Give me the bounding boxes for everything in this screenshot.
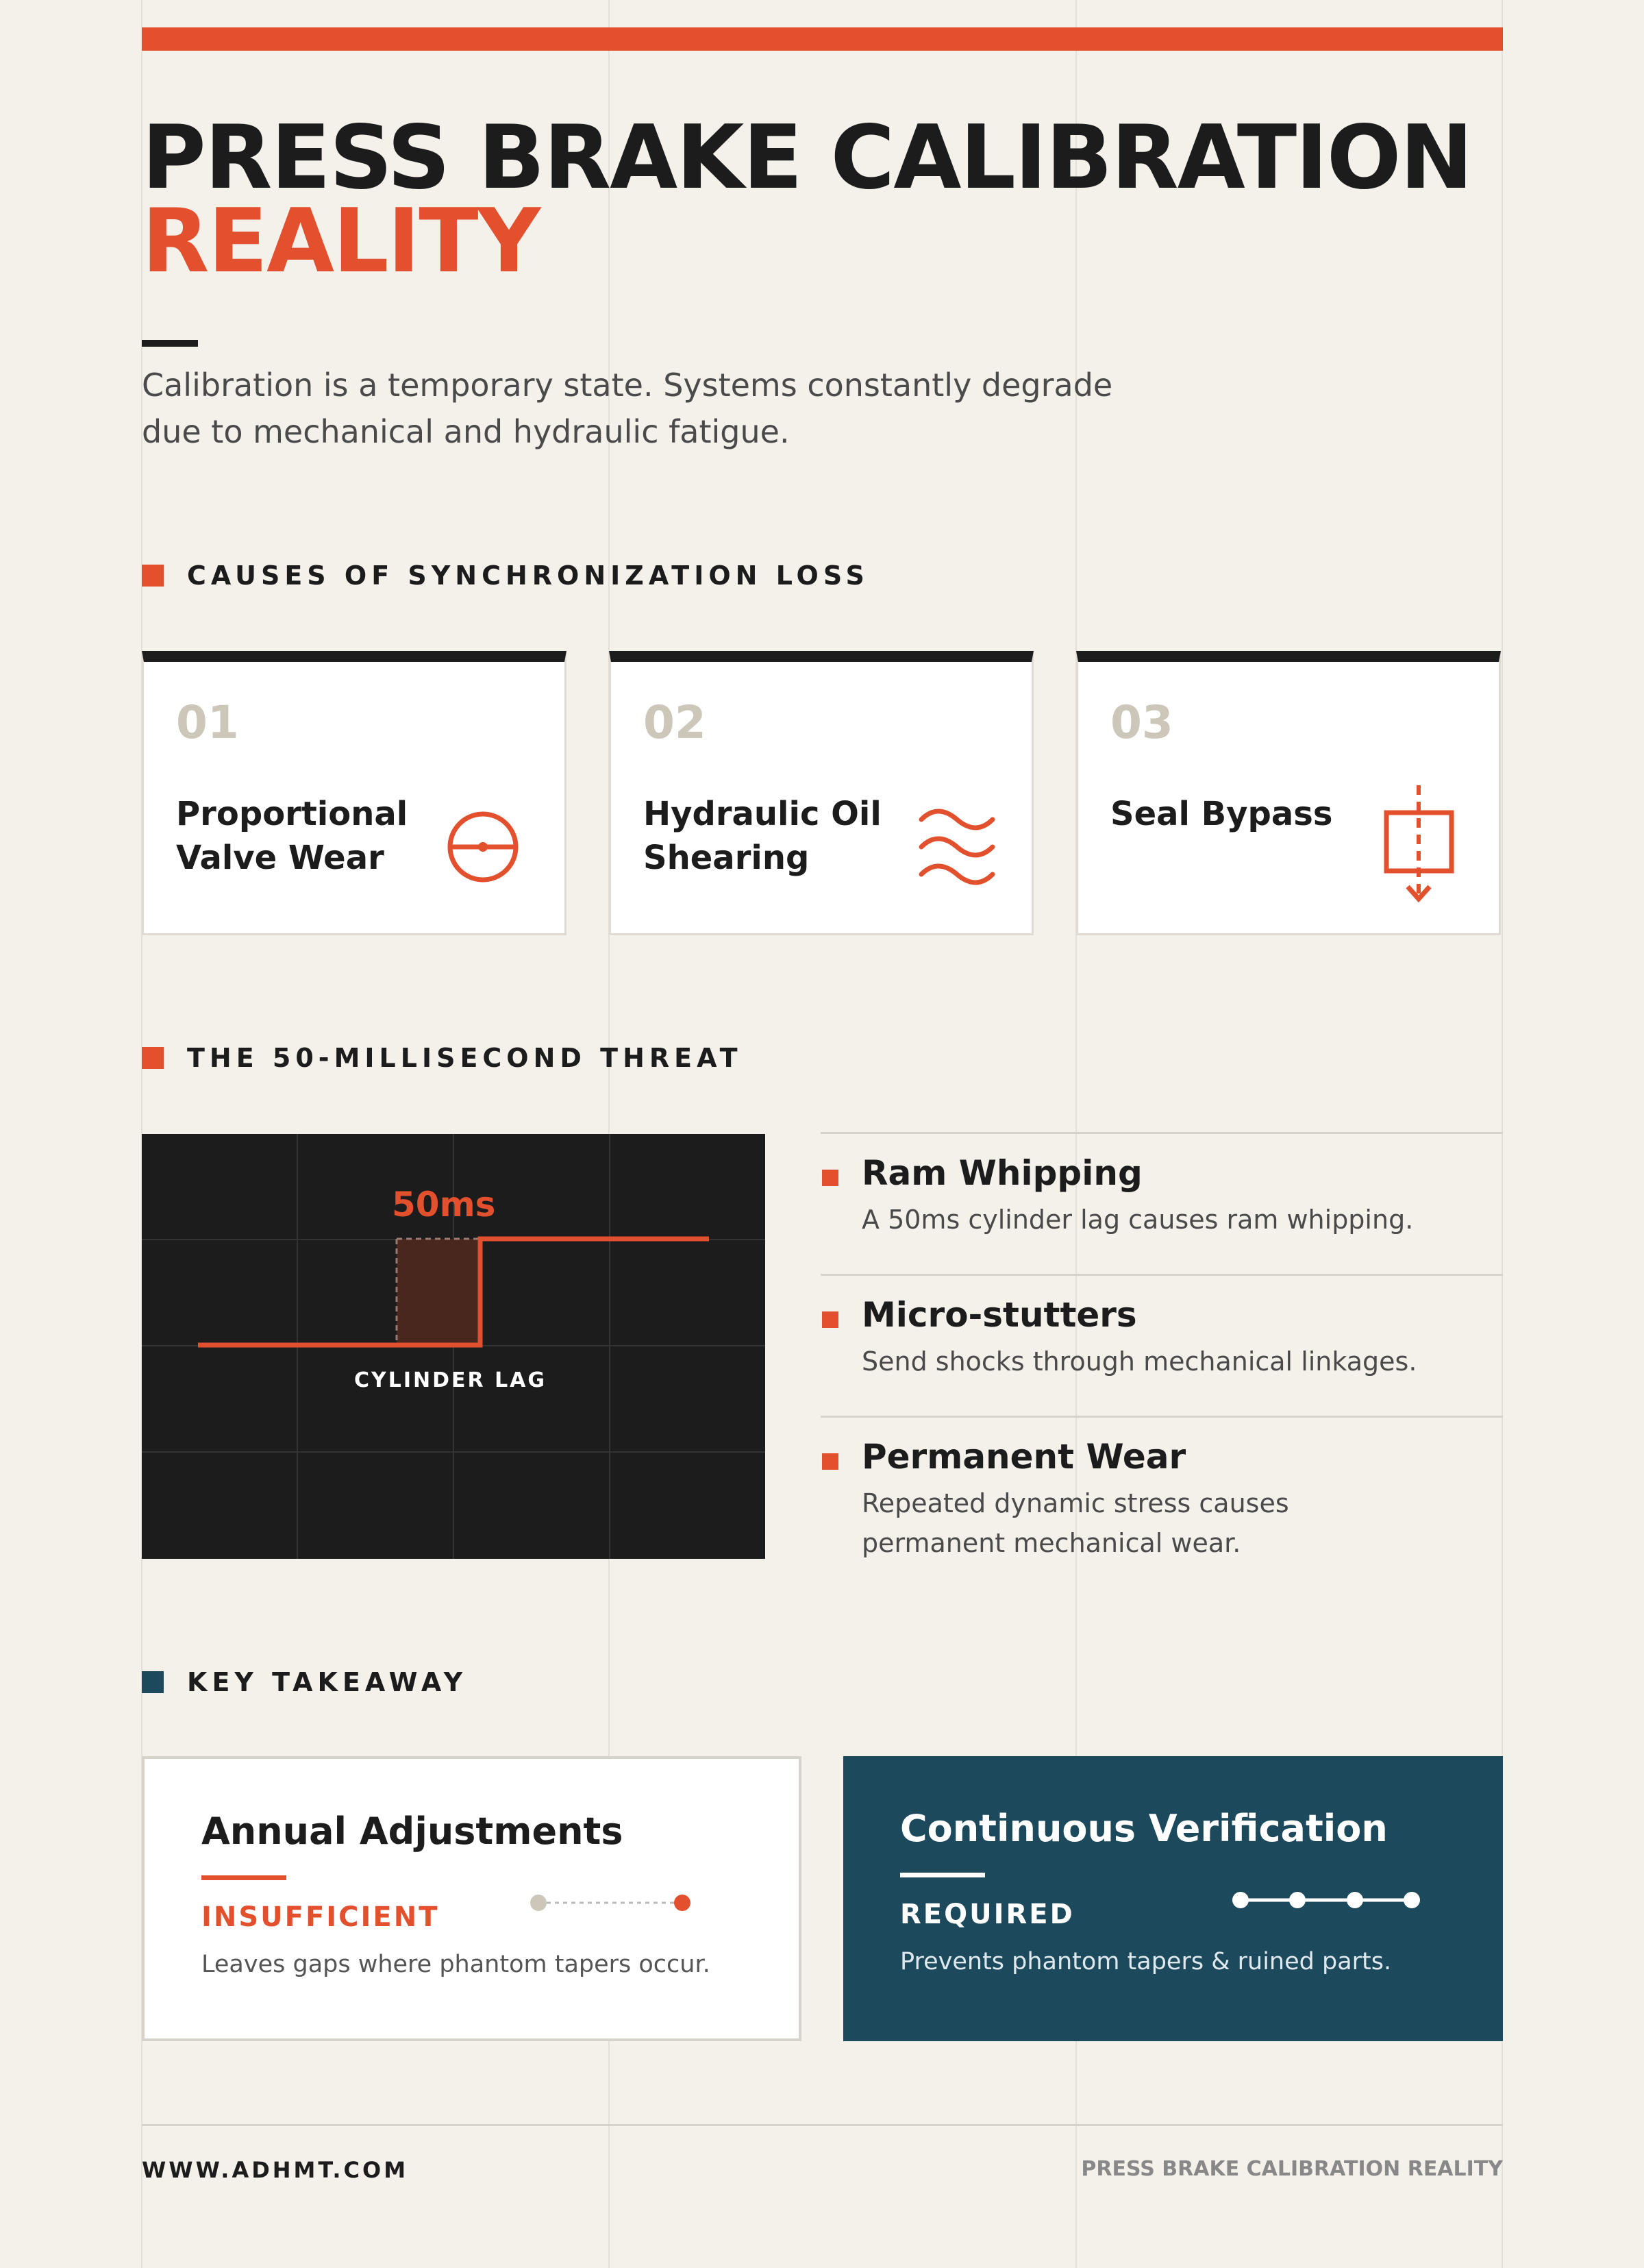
title-line-1: PRESS BRAKE CALIBRATION bbox=[142, 107, 1472, 209]
cause-card-1 bbox=[142, 651, 566, 935]
threat-item bbox=[821, 1132, 1503, 1274]
threat-desc: A 50ms cylinder lag causes ram whipping. bbox=[862, 1205, 1414, 1235]
section-heading-threat bbox=[142, 1043, 743, 1073]
takeaway-card-continuous bbox=[843, 1756, 1503, 2041]
delay-label: 50ms bbox=[392, 1185, 496, 1224]
page-title bbox=[142, 107, 1472, 293]
cause-name: Seal Bypass bbox=[1110, 795, 1333, 833]
threat-title: Ram Whipping bbox=[862, 1153, 1143, 1193]
footer-title: PRESS BRAKE CALIBRATION REALITY bbox=[1081, 2157, 1503, 2181]
takeaway-title: Annual Adjustments bbox=[201, 1810, 623, 1853]
diagram-caption: CYLINDER LAG bbox=[354, 1368, 547, 1392]
sparse-checks-icon bbox=[525, 1889, 696, 1916]
title-line-2: REALITY bbox=[142, 190, 540, 293]
takeaway-status: REQUIRED bbox=[900, 1899, 1075, 1930]
intro-text: Calibration is a temporary state. Systems constantly degrade due to mechanical and hydraulic fatigue. bbox=[142, 367, 1113, 450]
threat-bullet bbox=[822, 1453, 838, 1470]
cause-name: Hydraulic Oil Shearing bbox=[643, 795, 882, 877]
threat-bullet bbox=[822, 1311, 838, 1328]
section-marker bbox=[142, 565, 164, 587]
threat-title: Micro-stutters bbox=[862, 1295, 1137, 1335]
takeaway-desc: Leaves gaps where phantom tapers occur. bbox=[201, 1951, 710, 1978]
threat-desc: Repeated dynamic stress causes permanent mechanical wear. bbox=[862, 1488, 1289, 1558]
valve-icon bbox=[442, 806, 524, 888]
threat-desc: Send shocks through mechanical linkages. bbox=[862, 1346, 1417, 1377]
takeaway-underline bbox=[201, 1875, 286, 1880]
section-heading-text: CAUSES OF SYNCHRONIZATION LOSS bbox=[187, 560, 869, 591]
footer-website-link[interactable]: WWW.ADHMT.COM bbox=[142, 2157, 409, 2183]
cause-number: 03 bbox=[1110, 696, 1173, 749]
title-divider bbox=[142, 340, 198, 347]
threat-bullet bbox=[822, 1170, 838, 1186]
section-heading-causes bbox=[142, 560, 869, 591]
takeaway-desc: Prevents phantom tapers & ruined parts. bbox=[900, 1948, 1392, 1975]
takeaway-title: Continuous Verification bbox=[900, 1807, 1388, 1850]
section-heading-text: KEY TAKEAWAY bbox=[187, 1667, 468, 1697]
cause-number: 01 bbox=[176, 696, 239, 749]
cause-number: 02 bbox=[643, 696, 706, 749]
takeaway-card-annual bbox=[142, 1756, 801, 2041]
section-heading-takeaway bbox=[142, 1667, 467, 1697]
cause-name: Proportional Valve Wear bbox=[176, 795, 408, 877]
lag-region bbox=[397, 1239, 480, 1345]
cause-card-2 bbox=[609, 651, 1034, 935]
threat-item bbox=[821, 1416, 1503, 1560]
seal-bypass-icon bbox=[1376, 785, 1458, 909]
takeaway-underline bbox=[900, 1873, 985, 1877]
threat-title: Permanent Wear bbox=[862, 1437, 1186, 1477]
continuous-checks-icon bbox=[1227, 1886, 1425, 1914]
threat-list bbox=[821, 1132, 1503, 1560]
threat-item bbox=[821, 1274, 1503, 1416]
section-heading-text: THE 50-MILLISECOND THREAT bbox=[187, 1043, 743, 1073]
top-accent-bar bbox=[142, 27, 1503, 51]
takeaway-status: INSUFFICIENT bbox=[201, 1901, 440, 1933]
footer-divider bbox=[142, 2124, 1503, 2126]
section-marker bbox=[142, 1671, 164, 1693]
section-marker bbox=[142, 1047, 164, 1069]
waves-icon bbox=[916, 799, 998, 895]
cause-card-3 bbox=[1076, 651, 1501, 935]
cylinder-lag-diagram bbox=[142, 1134, 765, 1559]
